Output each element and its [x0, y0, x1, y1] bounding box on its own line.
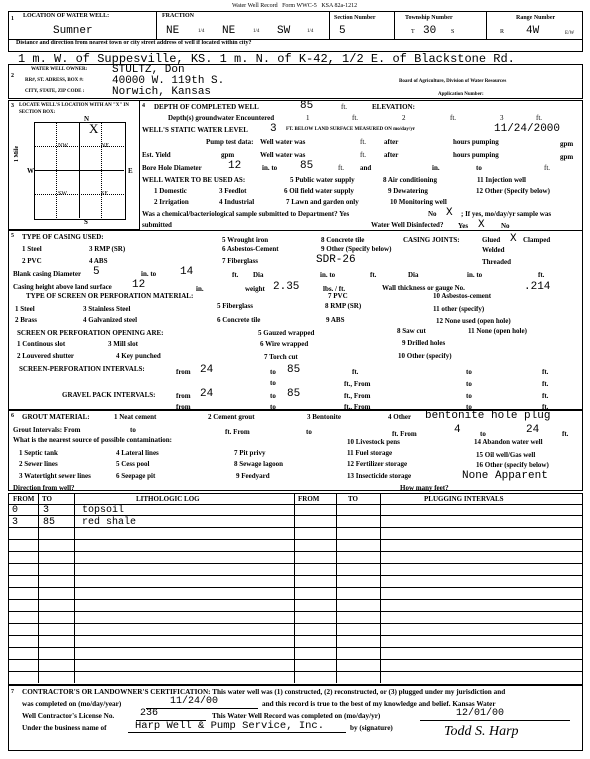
plug-from-header: FROM	[298, 495, 320, 503]
casing-other: SDR-26	[316, 254, 356, 266]
address-label: RR#, ST. ADRESS, BOX #:	[25, 78, 84, 83]
business-name: Harp Well & Pump Service, Inc.	[135, 720, 325, 732]
section-2-number: 2	[11, 73, 14, 79]
casing-weight: 2.35	[273, 281, 300, 293]
plug-header: PLUGGING INTERVALS	[424, 495, 504, 503]
owner-value: STULTZ, Don	[112, 64, 185, 76]
perf-to: 85	[287, 364, 301, 376]
city-value: Norwich, Kansas	[112, 86, 212, 98]
well-depth: 85	[300, 100, 314, 112]
mile-label: 1 Mile	[14, 145, 20, 162]
application-label: Application Number:	[438, 92, 484, 97]
log-to-header: TO	[42, 495, 52, 503]
location-label: LOCATION OF WATER WELL:	[23, 13, 110, 19]
address-value: 40000 W. 119th S.	[112, 75, 225, 87]
form-title: Water Well Record Form WWC-5 KSA 82a-1212	[232, 3, 358, 9]
log-from-header: FROM	[13, 495, 35, 503]
license-number: 236	[140, 708, 159, 719]
north-label: N	[84, 115, 90, 123]
south-label: S	[84, 218, 88, 226]
section-1-number: 1	[11, 16, 14, 22]
range-number: 4W	[526, 25, 540, 37]
section-grid	[34, 122, 126, 220]
township-number: 30	[423, 25, 437, 37]
completed-date: 11/24/00	[170, 696, 219, 707]
wall-thickness: .214	[524, 281, 551, 293]
log-row-from: 0	[12, 505, 19, 516]
contam-other: None Apparent	[462, 470, 548, 482]
well-location-mark: X	[89, 121, 99, 136]
log-row-to: 85	[43, 517, 56, 528]
grout-other: bentonite hole plug	[425, 410, 551, 422]
blank-diameter: 5	[93, 266, 100, 278]
casing-height: 12	[132, 279, 146, 291]
certification-line-1: CONTRACTOR'S OR LANDOWNER'S CERTIFICATION: This water well was (1) constructed, (2) reconstructed, or (3) plugged under my jurisdiction and	[22, 688, 506, 696]
section-number-label: Section Number	[334, 15, 376, 21]
range-label: Range Number	[516, 15, 556, 21]
grout-to: 24	[526, 424, 540, 436]
plug-to-header: TO	[348, 495, 358, 503]
static-level: 3	[270, 123, 277, 135]
grout-from: 4	[454, 424, 461, 436]
log-row-desc: red shale	[82, 517, 137, 528]
gravel-to: 85	[287, 388, 301, 400]
static-date: 11/24/2000	[494, 123, 561, 135]
distance-label: Distance and direction from nearest town or city street address of well if located within city?	[16, 40, 252, 46]
fraction-3: SW	[277, 25, 291, 37]
gravel-from: 24	[200, 388, 214, 400]
blank-to: 14	[180, 266, 194, 278]
fraction-1: NE	[166, 25, 180, 37]
perf-from: 24	[200, 364, 214, 376]
signature: Todd S. Harp	[444, 724, 519, 739]
county-value: Sumner	[53, 25, 93, 37]
section-number: 5	[339, 25, 346, 37]
east-label: E	[128, 167, 133, 175]
west-label: W	[27, 167, 34, 175]
log-row-desc: topsoil	[82, 505, 125, 516]
fraction-2: NE	[222, 25, 236, 37]
city-label: CITY, STATE, ZIP CODE :	[25, 89, 85, 94]
log-row-to: 3	[43, 505, 50, 516]
log-row-from: 3	[12, 517, 19, 528]
locate-label: LOCATE WELL'S LOCATION WITH AN "X" IN SECTION BOX:	[19, 103, 129, 115]
bore-diameter: 12	[228, 160, 242, 172]
litho-header: LITHOLOGIC LOG	[136, 495, 200, 503]
board-label: Board of Agriculture, Division of Water Resources	[399, 79, 507, 84]
distance-value: 1 m. W. of Suppesville, KS. 1 m. N. of K-42, 1/2 E. of Blackstone Rd.	[18, 52, 515, 66]
bore-to: 85	[300, 160, 314, 172]
township-label: Township Number	[405, 15, 453, 21]
fraction-label: FRACTION	[162, 13, 195, 19]
owner-label: WATER WELL OWNER:	[31, 67, 88, 72]
record-date: 12/01/00	[456, 708, 505, 719]
